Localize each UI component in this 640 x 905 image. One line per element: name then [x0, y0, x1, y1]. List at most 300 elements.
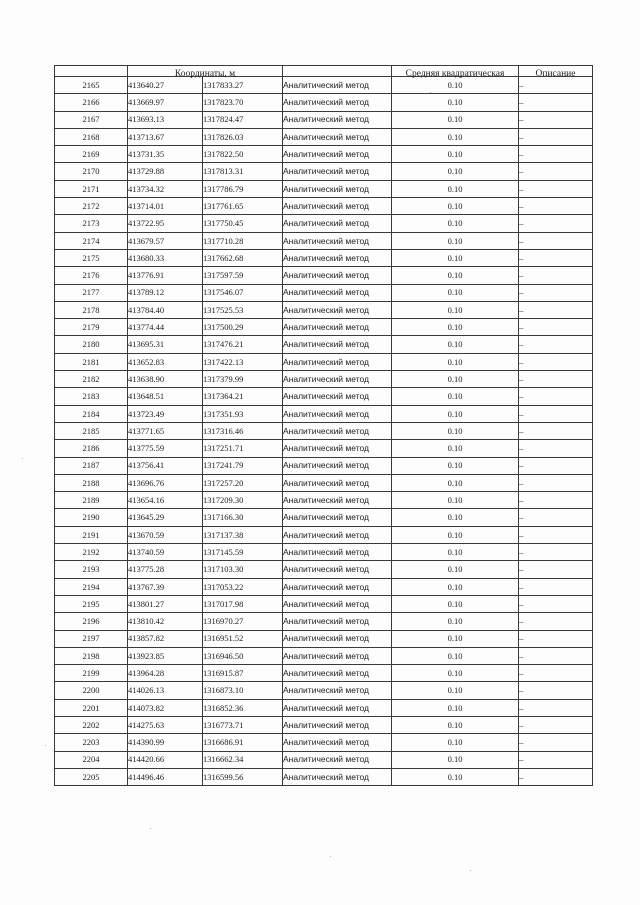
point-number-cell: 2189: [55, 492, 128, 509]
method-cell: Аналитический метод: [283, 751, 392, 768]
table-row: [55, 665, 593, 682]
point-number-cell: 2179: [55, 319, 128, 336]
description-cell: –: [519, 319, 593, 336]
coord-y-cell: 1317379.99: [203, 371, 283, 388]
coord-y-cell: 1317597.59: [203, 267, 283, 284]
point-number-cell: 2199: [55, 665, 128, 682]
coord-x-cell: 413695.31: [128, 336, 203, 353]
table-row: [55, 734, 593, 751]
error-cell: 0.10: [392, 319, 519, 336]
coord-y-cell: 1317833.27: [203, 77, 283, 94]
table-row: [55, 180, 593, 197]
coord-x-cell: 413767.39: [128, 578, 203, 595]
error-cell: 0.10: [392, 249, 519, 266]
coord-y-cell: 1317750.45: [203, 215, 283, 232]
coord-y-cell: 1317241.79: [203, 457, 283, 474]
method-cell: Аналитический метод: [283, 301, 392, 318]
scan-speck: [330, 856, 331, 857]
coord-x-cell: 413713.67: [128, 128, 203, 145]
coord-y-cell: 1316686.91: [203, 734, 283, 751]
point-number-cell: 2205: [55, 768, 128, 785]
point-number-cell: 2168: [55, 128, 128, 145]
point-number-cell: 2193: [55, 561, 128, 578]
table-row: [55, 509, 593, 526]
point-number-cell: 2180: [55, 336, 128, 353]
error-cell: 0.10: [392, 353, 519, 370]
coord-y-cell: 1317546.07: [203, 284, 283, 301]
method-cell: Аналитический метод: [283, 613, 392, 630]
method-cell: Аналитический метод: [283, 457, 392, 474]
description-cell: –: [519, 734, 593, 751]
description-cell: –: [519, 128, 593, 145]
point-number-cell: 2184: [55, 405, 128, 422]
coord-y-cell: 1316852.36: [203, 699, 283, 716]
coord-y-cell: 1316951.52: [203, 630, 283, 647]
table-row: [55, 544, 593, 561]
method-cell: Аналитический метод: [283, 716, 392, 733]
description-cell: –: [519, 474, 593, 491]
table-row: [55, 457, 593, 474]
method-cell: Аналитический метод: [283, 371, 392, 388]
table-row: [55, 492, 593, 509]
coord-x-cell: 414390.99: [128, 734, 203, 751]
coord-y-cell: 1316915.87: [203, 665, 283, 682]
description-cell: –: [519, 215, 593, 232]
error-cell: 0.10: [392, 630, 519, 647]
method-cell: Аналитический метод: [283, 249, 392, 266]
description-cell: –: [519, 336, 593, 353]
header-coordinates-label: Координаты, м: [174, 68, 236, 79]
description-cell: –: [519, 647, 593, 664]
table-row: [55, 474, 593, 491]
table-row: [55, 336, 593, 353]
error-cell: 0.10: [392, 405, 519, 422]
method-cell: Аналитический метод: [283, 111, 392, 128]
coord-y-cell: 1317316.46: [203, 422, 283, 439]
error-cell: 0.10: [392, 422, 519, 439]
table-row: [55, 232, 593, 249]
table-row: [55, 595, 593, 612]
error-cell: 0.10: [392, 734, 519, 751]
table-row: [55, 284, 593, 301]
description-cell: –: [519, 440, 593, 457]
table-row: [55, 111, 593, 128]
scan-speck: [45, 745, 46, 746]
coord-x-cell: 413723.49: [128, 405, 203, 422]
table-row: [55, 267, 593, 284]
coord-x-cell: 413680.33: [128, 249, 203, 266]
method-cell: Аналитический метод: [283, 267, 392, 284]
description-cell: –: [519, 613, 593, 630]
coord-y-cell: 1317137.38: [203, 526, 283, 543]
description-cell: –: [519, 492, 593, 509]
coord-x-cell: 413775.28: [128, 561, 203, 578]
method-cell: Аналитический метод: [283, 474, 392, 491]
error-cell: 0.10: [392, 163, 519, 180]
coord-x-cell: 413714.01: [128, 198, 203, 215]
description-cell: –: [519, 595, 593, 612]
point-number-cell: 2182: [55, 371, 128, 388]
method-cell: Аналитический метод: [283, 180, 392, 197]
header-cell-error: [392, 66, 519, 77]
point-number-cell: 2169: [55, 146, 128, 163]
coord-x-cell: 413670.59: [128, 526, 203, 543]
table-row: [55, 163, 593, 180]
coord-y-cell: 1317710.28: [203, 232, 283, 249]
header-error-label: Средняя квадратическая: [405, 68, 505, 79]
coord-x-cell: 413679.57: [128, 232, 203, 249]
error-cell: 0.10: [392, 457, 519, 474]
description-cell: –: [519, 232, 593, 249]
description-cell: –: [519, 371, 593, 388]
coord-x-cell: 413640.27: [128, 77, 203, 94]
point-number-cell: 2171: [55, 180, 128, 197]
point-number-cell: 2166: [55, 94, 128, 111]
method-cell: Аналитический метод: [283, 146, 392, 163]
coord-x-cell: 414420.66: [128, 751, 203, 768]
point-number-cell: 2196: [55, 613, 128, 630]
description-cell: –: [519, 405, 593, 422]
point-number-cell: 2204: [55, 751, 128, 768]
error-cell: 0.10: [392, 146, 519, 163]
error-cell: 0.10: [392, 111, 519, 128]
table-row: [55, 682, 593, 699]
table-row: [55, 768, 593, 785]
point-number-cell: 2165: [55, 77, 128, 94]
coord-x-cell: 413964.28: [128, 665, 203, 682]
error-cell: 0.10: [392, 474, 519, 491]
description-cell: –: [519, 561, 593, 578]
coord-x-cell: 413740.59: [128, 544, 203, 561]
error-cell: 0.10: [392, 232, 519, 249]
description-cell: –: [519, 146, 593, 163]
coord-x-cell: 413652.83: [128, 353, 203, 370]
table-row: [55, 578, 593, 595]
table-row: [55, 301, 593, 318]
header-cell-method: [283, 66, 392, 77]
description-cell: –: [519, 77, 593, 94]
method-cell: Аналитический метод: [283, 440, 392, 457]
coord-x-cell: 413810.42: [128, 613, 203, 630]
table-row: [55, 699, 593, 716]
coord-y-cell: 1317422.13: [203, 353, 283, 370]
coord-y-cell: 1317823.70: [203, 94, 283, 111]
point-number-cell: 2176: [55, 267, 128, 284]
point-number-cell: 2183: [55, 388, 128, 405]
table-row: [55, 647, 593, 664]
coord-x-cell: 413774.44: [128, 319, 203, 336]
table-row: [55, 146, 593, 163]
point-number-cell: 2191: [55, 526, 128, 543]
point-number-cell: 2200: [55, 682, 128, 699]
error-cell: 0.10: [392, 751, 519, 768]
coord-x-cell: 413771.65: [128, 422, 203, 439]
error-cell: 0.10: [392, 180, 519, 197]
point-number-cell: 2187: [55, 457, 128, 474]
error-cell: 0.10: [392, 440, 519, 457]
error-cell: 0.10: [392, 492, 519, 509]
method-cell: Аналитический метод: [283, 734, 392, 751]
coord-x-cell: 413729.88: [128, 163, 203, 180]
point-number-cell: 2173: [55, 215, 128, 232]
error-cell: 0.10: [392, 198, 519, 215]
method-cell: Аналитический метод: [283, 388, 392, 405]
method-cell: Аналитический метод: [283, 509, 392, 526]
coord-x-cell: 413654.16: [128, 492, 203, 509]
method-cell: Аналитический метод: [283, 336, 392, 353]
coordinates-table: [54, 65, 593, 786]
error-cell: 0.10: [392, 595, 519, 612]
coord-x-cell: 413696.76: [128, 474, 203, 491]
coord-y-cell: 1317351.93: [203, 405, 283, 422]
point-number-cell: 2201: [55, 699, 128, 716]
coord-x-cell: 413731.35: [128, 146, 203, 163]
table-header-row: [55, 66, 593, 77]
coord-y-cell: 1317145.59: [203, 544, 283, 561]
point-number-cell: 2167: [55, 111, 128, 128]
coord-x-cell: 413693.13: [128, 111, 203, 128]
method-cell: Аналитический метод: [283, 77, 392, 94]
point-number-cell: 2188: [55, 474, 128, 491]
method-cell: Аналитический метод: [283, 405, 392, 422]
coord-x-cell: 413722.95: [128, 215, 203, 232]
error-cell: 0.10: [392, 94, 519, 111]
error-cell: 0.10: [392, 301, 519, 318]
error-cell: 0.10: [392, 613, 519, 630]
coord-y-cell: 1316773.71: [203, 716, 283, 733]
coord-x-cell: 413669.97: [128, 94, 203, 111]
error-cell: 0.10: [392, 561, 519, 578]
description-cell: –: [519, 751, 593, 768]
description-cell: –: [519, 111, 593, 128]
coord-y-cell: 1316970.27: [203, 613, 283, 630]
coord-y-cell: 1317476.21: [203, 336, 283, 353]
coord-y-cell: 1317257.20: [203, 474, 283, 491]
description-cell: –: [519, 578, 593, 595]
error-cell: 0.10: [392, 682, 519, 699]
table-row: [55, 613, 593, 630]
error-cell: 0.10: [392, 215, 519, 232]
description-cell: –: [519, 716, 593, 733]
error-cell: 0.10: [392, 699, 519, 716]
method-cell: Аналитический метод: [283, 232, 392, 249]
coord-x-cell: 414496.46: [128, 768, 203, 785]
header-description-label: Описание: [535, 68, 576, 79]
coord-y-cell: 1317824.47: [203, 111, 283, 128]
error-cell: 0.10: [392, 665, 519, 682]
coord-y-cell: 1317826.03: [203, 128, 283, 145]
error-cell: 0.10: [392, 77, 519, 94]
description-cell: –: [519, 682, 593, 699]
coord-x-cell: 413789.12: [128, 284, 203, 301]
error-cell: 0.10: [392, 128, 519, 145]
coord-y-cell: 1316873.10: [203, 682, 283, 699]
coord-y-cell: 1317166.30: [203, 509, 283, 526]
description-cell: –: [519, 665, 593, 682]
point-number-cell: 2194: [55, 578, 128, 595]
table-row: [55, 371, 593, 388]
coord-y-cell: 1316946.50: [203, 647, 283, 664]
table-row: [55, 77, 593, 94]
scan-speck: [430, 92, 431, 93]
method-cell: Аналитический метод: [283, 544, 392, 561]
coord-y-cell: 1317053.22: [203, 578, 283, 595]
description-cell: –: [519, 353, 593, 370]
point-number-cell: 2185: [55, 422, 128, 439]
error-cell: 0.10: [392, 544, 519, 561]
coord-y-cell: 1317251.71: [203, 440, 283, 457]
point-number-cell: 2186: [55, 440, 128, 457]
method-cell: Аналитический метод: [283, 215, 392, 232]
error-cell: 0.10: [392, 768, 519, 785]
error-cell: 0.10: [392, 509, 519, 526]
description-cell: –: [519, 630, 593, 647]
coord-x-cell: 413775.59: [128, 440, 203, 457]
error-cell: 0.10: [392, 371, 519, 388]
error-cell: 0.10: [392, 388, 519, 405]
coord-y-cell: 1317813.31: [203, 163, 283, 180]
method-cell: Аналитический метод: [283, 492, 392, 509]
description-cell: –: [519, 301, 593, 318]
coord-x-cell: 413857.82: [128, 630, 203, 647]
coord-x-cell: 413648.51: [128, 388, 203, 405]
coord-x-cell: 413756.41: [128, 457, 203, 474]
description-cell: –: [519, 544, 593, 561]
error-cell: 0.10: [392, 578, 519, 595]
coord-y-cell: 1317017.98: [203, 595, 283, 612]
coord-y-cell: 1317364.21: [203, 388, 283, 405]
description-cell: –: [519, 94, 593, 111]
description-cell: –: [519, 422, 593, 439]
table-row: [55, 526, 593, 543]
description-cell: –: [519, 457, 593, 474]
coord-x-cell: 413784.40: [128, 301, 203, 318]
point-number-cell: 2172: [55, 198, 128, 215]
table-row: [55, 440, 593, 457]
coord-x-cell: 413734.32: [128, 180, 203, 197]
point-number-cell: 2197: [55, 630, 128, 647]
coord-y-cell: 1317500.29: [203, 319, 283, 336]
method-cell: Аналитический метод: [283, 768, 392, 785]
method-cell: Аналитический метод: [283, 94, 392, 111]
method-cell: Аналитический метод: [283, 647, 392, 664]
point-number-cell: 2175: [55, 249, 128, 266]
method-cell: Аналитический метод: [283, 353, 392, 370]
description-cell: –: [519, 180, 593, 197]
coord-y-cell: 1317209.30: [203, 492, 283, 509]
error-cell: 0.10: [392, 716, 519, 733]
point-number-cell: 2181: [55, 353, 128, 370]
table-row: [55, 388, 593, 405]
error-cell: 0.10: [392, 336, 519, 353]
coord-y-cell: 1317822.50: [203, 146, 283, 163]
table-row: [55, 353, 593, 370]
description-cell: –: [519, 267, 593, 284]
method-cell: Аналитический метод: [283, 198, 392, 215]
scan-speck: [22, 458, 23, 459]
description-cell: –: [519, 388, 593, 405]
point-number-cell: 2178: [55, 301, 128, 318]
header-cell-description: [519, 66, 593, 77]
description-cell: –: [519, 768, 593, 785]
coord-y-cell: 1316662.34: [203, 751, 283, 768]
method-cell: Аналитический метод: [283, 422, 392, 439]
error-cell: 0.10: [392, 526, 519, 543]
method-cell: Аналитический метод: [283, 526, 392, 543]
scan-speck: [470, 870, 471, 871]
description-cell: –: [519, 284, 593, 301]
method-cell: Аналитический метод: [283, 578, 392, 595]
coord-y-cell: 1317525.53: [203, 301, 283, 318]
header-cell-empty: [55, 66, 128, 77]
table-row: [55, 716, 593, 733]
point-number-cell: 2170: [55, 163, 128, 180]
method-cell: Аналитический метод: [283, 163, 392, 180]
method-cell: Аналитический метод: [283, 128, 392, 145]
description-cell: –: [519, 249, 593, 266]
point-number-cell: 2190: [55, 509, 128, 526]
coord-y-cell: 1317103.30: [203, 561, 283, 578]
coord-x-cell: 414026.13: [128, 682, 203, 699]
table-row: [55, 128, 593, 145]
description-cell: –: [519, 526, 593, 543]
coord-x-cell: 413638.90: [128, 371, 203, 388]
coord-x-cell: 413801.27: [128, 595, 203, 612]
method-cell: Аналитический метод: [283, 699, 392, 716]
coord-x-cell: 413923.85: [128, 647, 203, 664]
point-number-cell: 2195: [55, 595, 128, 612]
coord-y-cell: 1317786.79: [203, 180, 283, 197]
point-number-cell: 2202: [55, 716, 128, 733]
method-cell: Аналитический метод: [283, 682, 392, 699]
table-row: [55, 215, 593, 232]
coord-x-cell: 414073.82: [128, 699, 203, 716]
coord-y-cell: 1317662.68: [203, 249, 283, 266]
point-number-cell: 2192: [55, 544, 128, 561]
point-number-cell: 2203: [55, 734, 128, 751]
coord-y-cell: 1316599.56: [203, 768, 283, 785]
description-cell: –: [519, 163, 593, 180]
point-number-cell: 2177: [55, 284, 128, 301]
table-row: [55, 198, 593, 215]
point-number-cell: 2174: [55, 232, 128, 249]
table-row: [55, 561, 593, 578]
method-cell: Аналитический метод: [283, 595, 392, 612]
method-cell: Аналитический метод: [283, 319, 392, 336]
coord-y-cell: 1317761.65: [203, 198, 283, 215]
table-row: [55, 751, 593, 768]
method-cell: Аналитический метод: [283, 284, 392, 301]
coord-x-cell: 413645.29: [128, 509, 203, 526]
table-row: [55, 94, 593, 111]
error-cell: 0.10: [392, 267, 519, 284]
method-cell: Аналитический метод: [283, 630, 392, 647]
point-number-cell: 2198: [55, 647, 128, 664]
scan-speck: [150, 828, 151, 829]
table-row: [55, 319, 593, 336]
error-cell: 0.10: [392, 284, 519, 301]
table-row: [55, 249, 593, 266]
description-cell: –: [519, 699, 593, 716]
header-cell-coordinates: [128, 66, 283, 77]
method-cell: Аналитический метод: [283, 665, 392, 682]
coord-x-cell: 414275.63: [128, 716, 203, 733]
table-row: [55, 405, 593, 422]
table-row: [55, 630, 593, 647]
description-cell: –: [519, 198, 593, 215]
error-cell: 0.10: [392, 647, 519, 664]
description-cell: –: [519, 509, 593, 526]
